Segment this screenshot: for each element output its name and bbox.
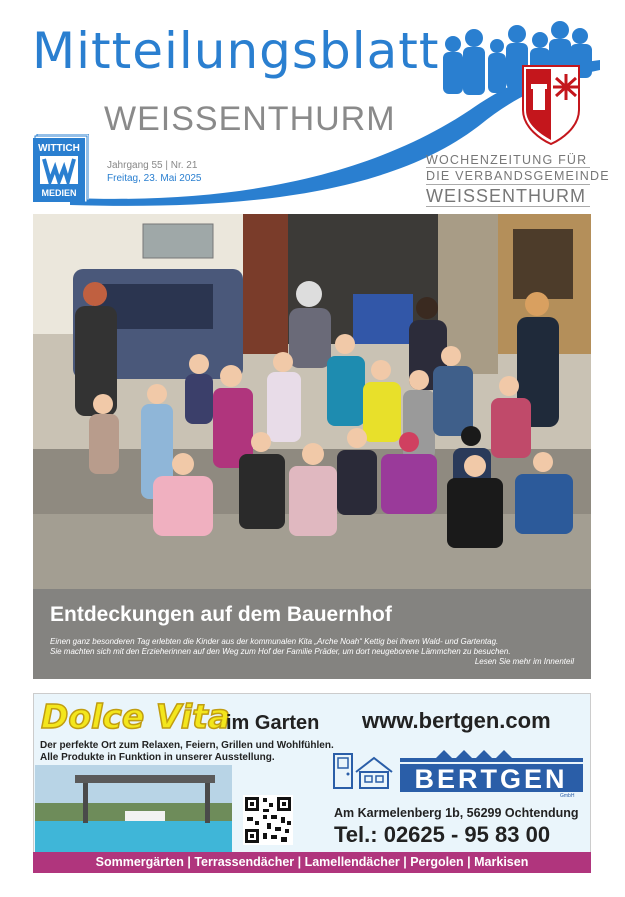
cover-headline: Entdeckungen auf dem Bauernhof [50, 603, 392, 626]
ad-text-line1: Der perfekte Ort zum Relaxen, Feiern, Grillen und Wohlfühlen. [40, 740, 334, 751]
ad-address: Am Karmelenberg 1b, 56299 Ochtendung [334, 806, 579, 820]
pergola-image [35, 765, 232, 853]
tagline-line1: WOCHENZEITUNG FÜR [426, 153, 588, 167]
bertgen-logo [400, 750, 583, 796]
ad-website: www.bertgen.com [362, 708, 551, 733]
svg-text:BERTGEN: BERTGEN [414, 764, 568, 794]
masthead-subtitle: WEISSENTHURM [104, 100, 396, 138]
tagline-rule [426, 206, 590, 207]
ad-text-line2: Alle Produkte in Funktion in unserer Ausstellung. [40, 752, 275, 763]
ad-brand-script: Dolce Vita [41, 697, 231, 736]
qr-code-icon[interactable] [243, 795, 293, 845]
cover-text-line2: Sie machten sich mit den Erzieherinnen auf den Weg zum Hof der Familie Präder, um dort neugeborene Lämmchen zu besuchen. [50, 647, 511, 656]
tagline-line3: WEISSENTHURM [426, 186, 586, 206]
coat-of-arms-icon [523, 66, 579, 144]
ad-phone: Tel.: 02625 - 95 83 00 [334, 822, 551, 847]
ad-brand-suffix: im Garten [226, 712, 320, 734]
cover-text-line1: Einen ganz besonderen Tag erlebten die Kinder aus der kommunalen Kita „Arche Noah“ Kettig bei ihrem Wald- und Gartentag. [50, 637, 499, 646]
tagline-rule [426, 167, 590, 168]
door-house-icon [332, 750, 396, 792]
tagline-rule [426, 184, 590, 185]
read-more-note: Lesen Sie mehr im Innenteil [474, 657, 574, 666]
masthead-title: Mitteilungsblatt [32, 22, 440, 80]
ad-products-text: Sommergärten | Terrassendächer | Lamellendächer | Pergolen | Markisen [95, 855, 529, 869]
svg-text:WITTICH: WITTICH [38, 143, 80, 154]
issue-date: Freitag, 23. Mai 2025 [107, 173, 202, 184]
bertgen-gmbh: GmbH [560, 793, 575, 799]
svg-text:MEDIEN: MEDIEN [41, 188, 77, 198]
wittich-medien-logo [33, 134, 89, 202]
issue-number: Jahrgang 55 | Nr. 21 [107, 160, 198, 171]
tagline-line2: DIE VERBANDSGEMEINDE [426, 169, 610, 183]
